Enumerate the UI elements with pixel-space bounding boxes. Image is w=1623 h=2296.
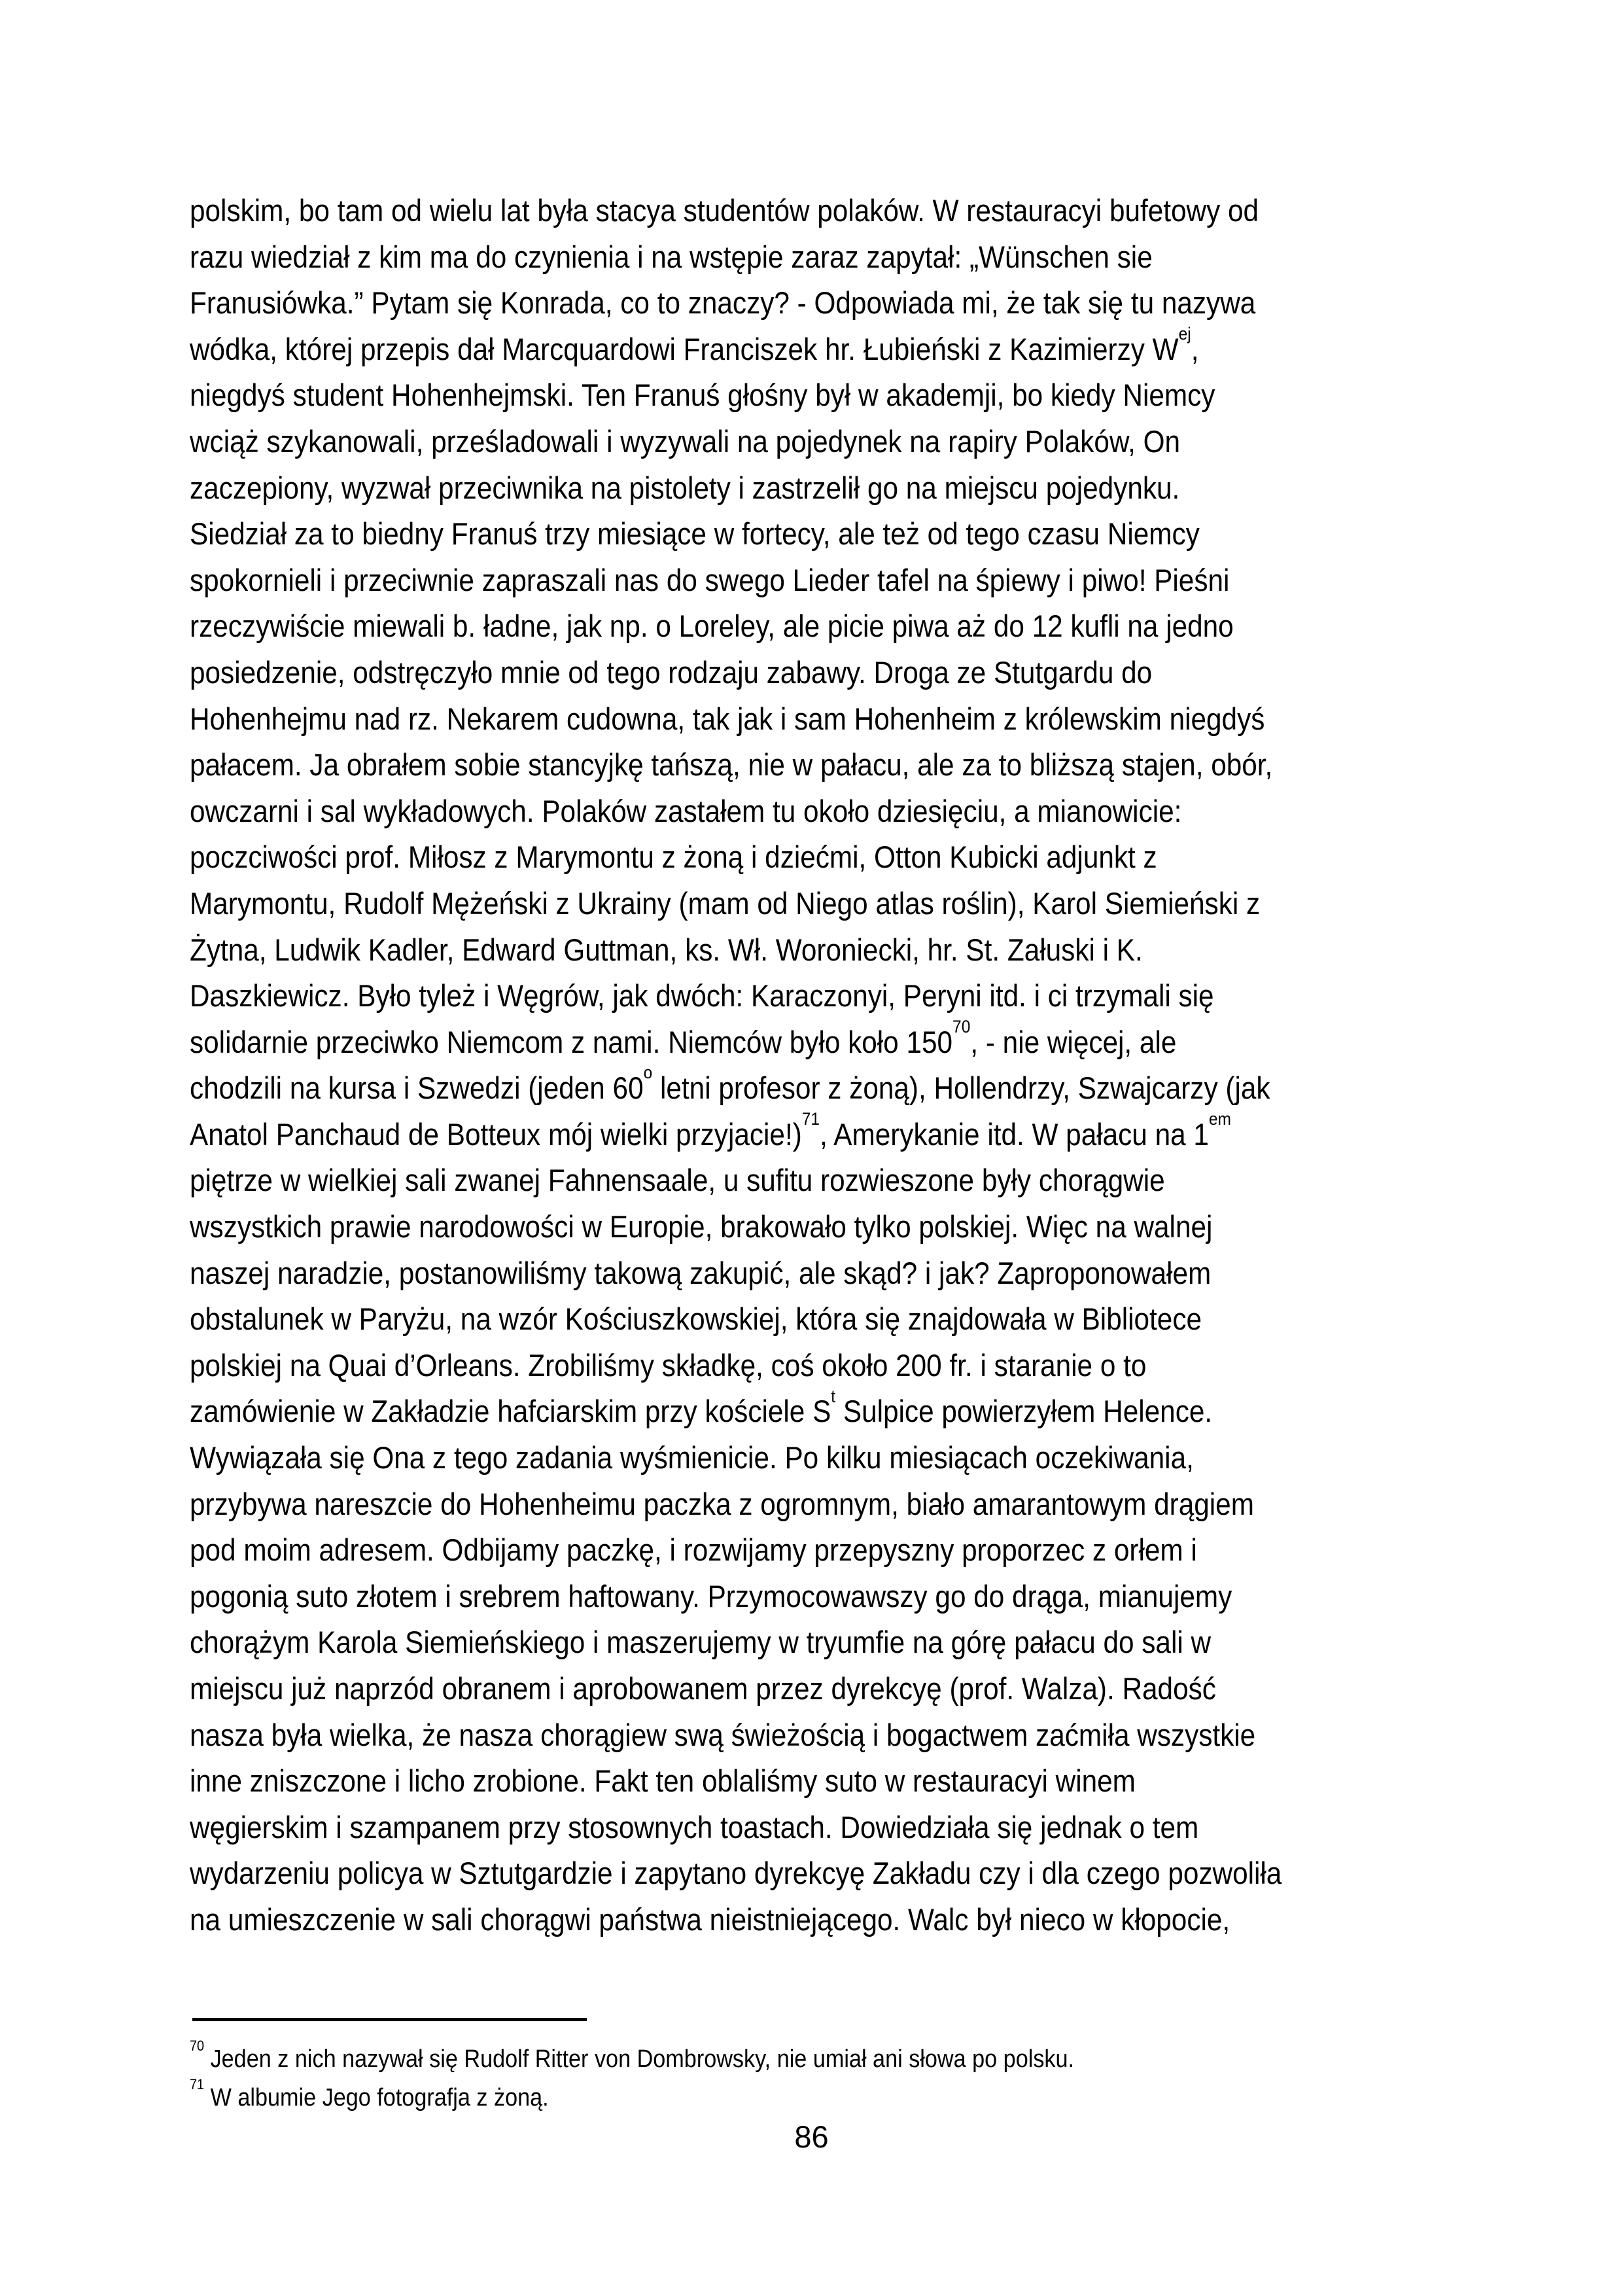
text-line: wódka, której przepis dał Marcquardowi Franciszek hr. Łubieński z Kazimierzy $W^{ej}$, — [190, 323, 1199, 366]
body-text — [190, 188, 1282, 1943]
superscript: t — [831, 1385, 836, 1406]
text-line: inne zniszczone i licho zrobione. Fakt ten oblaliśmy suto w restauracyi winem — [190, 1763, 1136, 1799]
text-line: węgierskim i szampanem przy stosownych toastach. Dowiedziała się jednak o tem — [190, 1809, 1199, 1845]
text-line: przybywa nareszcie do Hohenheimu paczka z ogromnym, biało amarantowym drągiem — [190, 1486, 1254, 1521]
text-line: zamówienie w Zakładzie hafciarskim przy kościele $S^t$ Sulpice powierzyłem Helence. — [190, 1385, 1213, 1429]
footnote: $^{70}$ Jeden z nich nazywał się Rudolf Ritter von Dombrowsky, nie umiał ani słowa po polsku. — [190, 2037, 1075, 2073]
text-line: Daszkiewicz. Było tyleż i Węgrów, jak dwóch: Karaczonyi, Peryni itd. i ci trzymali się — [190, 978, 1214, 1014]
text-line: naszej naradzie, postanowiliśmy takową zakupić, ale skąd? i jak? Zaproponowałem — [190, 1255, 1212, 1290]
text-line: na umieszczenie w sali chorągwi państwa nieistniejącego. Walc był nieco w kłopocie, — [190, 1901, 1230, 1937]
footnote-separator — [192, 2018, 587, 2021]
text-line: polskim, bo tam od wielu lat była stacya studentów polaków. W restauracyi bufetowy od — [190, 193, 1259, 228]
page-number: 86 — [794, 2119, 829, 2154]
superscript: 71 — [801, 1108, 820, 1129]
text-line: polskiej na Quai d’Orleans. Zrobiliśmy składkę, coś około 200 fr. i staranie o to — [190, 1347, 1147, 1383]
text-line: chorążym Karola Siemieńskiego i maszerujemy w tryumfie na górę pałacu do sali w — [190, 1625, 1212, 1660]
text-line: zaczepiony, wyzwał przeciwnika na pistolety i zastrzelił go na miejscu pojedynku. — [190, 470, 1180, 505]
text-line: miejscu już naprzód obranem i aprobowanem przez dyrekcyę (prof. Walza). Radość — [190, 1671, 1216, 1706]
footnotes — [190, 2037, 1075, 2117]
footnote-marker: 70 — [190, 2037, 205, 2054]
text-line: obstalunek w Paryżu, na wzór Kościuszkowskiej, która się znajdowała w Bibliotece — [190, 1301, 1202, 1337]
text-line: wydarzeniu policya w Sztutgardzie i zapytano dyrekcyę Zakładu czy i dla czego pozwoliła — [190, 1856, 1282, 1891]
superscript: 70 — [952, 1016, 971, 1036]
text-line: pod moim adresem. Odbijamy paczkę, i rozwijamy przepyszny proporzec z orłem i — [190, 1532, 1197, 1568]
text-line: Żytna, Ludwik Kadler, Edward Guttman, ks. Wł. Woroniecki, hr. St. Załuski i K. — [190, 932, 1143, 967]
text-line: wciąż szykanowali, prześladowali i wyzywali na pojedynek na rapiry Polaków, On — [190, 423, 1181, 459]
text-line: Hohenhejmu nad rz. Nekarem cudowna, tak jak i sam Hohenheim z królewskim niegdyś — [190, 701, 1265, 736]
text-line: pałacem. Ja obrałem sobie stancyjkę tańszą, nie w pałacu, ale za to bliższą stajen, obór, — [190, 747, 1273, 783]
footnote-marker: 71 — [190, 2075, 205, 2093]
text-line: Siedział za to biedny Franuś trzy miesiące w fortecy, ale też od tego czasu Niemcy — [190, 516, 1200, 552]
text-line: Franusiówka.” Pytam się Konrada, co to znaczy? - Odpowiada mi, że tak się tu nazywa — [190, 285, 1256, 321]
text-line: piętrze w wielkiej sali zwanej Fahnensaale, u sufitu rozwieszone były chorągwie — [190, 1163, 1165, 1198]
text-line: rzeczywiście miewali b. ładne, jak np. o Loreley, ale picie piwa aż do 12 kufli na jedno — [190, 609, 1234, 644]
text-line: niegdyś student Hohenhejmski. Ten Franuś głośny był w akademji, bo kiedy Niemcy — [190, 378, 1215, 413]
text-line: owczarni i sal wykładowych. Polaków zastałem tu około dziesięciu, a mianowicie: — [190, 793, 1182, 828]
text-line: Anatol Panchaud de Botteux mój wielki przyjacie!)$^{71}$, Amerykanie itd. W pałacu na $1^{em}$ — [190, 1108, 1231, 1152]
text-line: pogonią suto złotem i srebrem haftowany. Przymocowawszy go do drąga, mianujemy — [190, 1578, 1232, 1614]
superscript: ej — [1178, 323, 1191, 344]
text-line: posiedzenie, odstręczyło mnie od tego rodzaju zabawy. Droga ze Stutgardu do — [190, 654, 1153, 690]
text-line: solidarnie przeciwko Niemcom z nami. Niemców było koło $150^{70}$, - nie więcej, ale — [190, 1016, 1177, 1059]
text-line: razu wiedział z kim ma do czynienia i na wstępie zaraz zapytał: „Wünschen sie — [190, 239, 1153, 274]
superscript: o — [643, 1062, 653, 1083]
text-line: chodzili na kursa i Szwedzi (jeden 60$^o$ letni profesor z żoną), Hollendrzy, Szwajcarzy (jak — [190, 1062, 1270, 1106]
text-line: wszystkich prawie narodowości w Europie, brakowało tylko polskiej. Więc na walnej — [190, 1209, 1213, 1245]
text-line: nasza była wielka, że nasza chorągiew swą świeżością i bogactwem zaćmiła wszystkie — [190, 1717, 1256, 1752]
footnote: $^{71}$ W albumie Jego fotografja z żoną. — [190, 2075, 549, 2111]
text-line: spokornieli i przeciwnie zapraszali nas do swego Lieder tafel na śpiewy i piwo! Pieśni — [190, 562, 1230, 597]
text-line: Marymontu, Rudolf Mężeński z Ukrainy (mam od Niego atlas roślin), Karol Siemieński z — [190, 885, 1261, 921]
text-line: poczciwości prof. Miłosz z Marymontu z żoną i dziećmi, Otton Kubicki adjunkt z — [190, 839, 1157, 875]
text-line: Wywiązała się Ona z tego zadania wyśmienicie. Po kilku miesiącach oczekiwania, — [190, 1440, 1194, 1475]
superscript: em — [1208, 1108, 1231, 1129]
